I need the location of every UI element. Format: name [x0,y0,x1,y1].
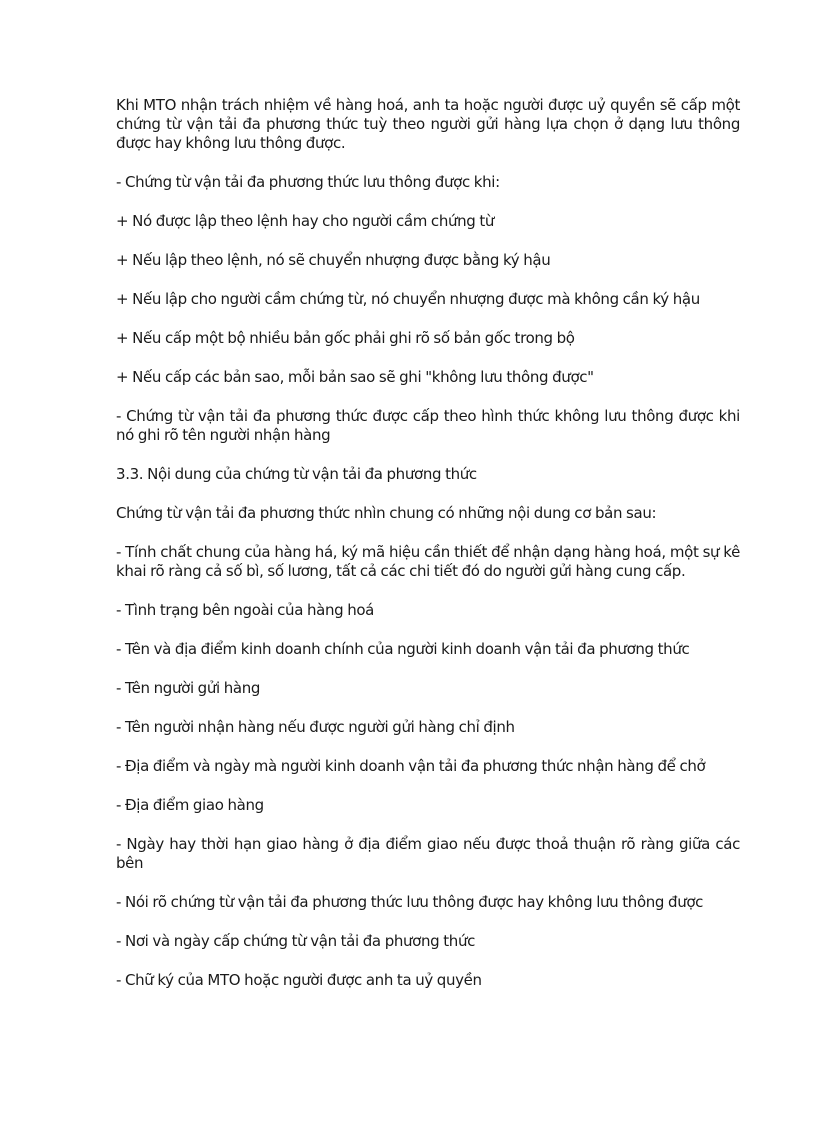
content-item-goods-condition: - Tình trạng bên ngoài của hàng hoá [116,601,375,619]
intro-paragraph: Khi MTO nhận trách nhiệm về hàng hoá, anh ta hoặc người được uỷ quyền sẽ cấp một chứng từ vận tải đa phương thức tuỳ theo người gửi hàng lựa chọn ở dạng lưu thông được hay không lưu thông được. [116,96,740,152]
content-intro-paragraph: Chứng từ vận tải đa phương thức nhìn chung có những nội dung cơ bản sau: [116,504,657,522]
content-item-issue-place-date: - Nơi và ngày cấp chứng từ vận tải đa phương thức [116,932,475,950]
content-item-shipper-name: - Tên người gửi hàng [116,679,261,697]
document-page [116,96,740,1010]
content-item-delivery-date: - Ngày hay thời hạn giao hàng ở địa điểm giao nếu được thoả thuận rõ ràng giữa các bên [116,835,740,872]
content-item-signature: - Chữ ký của MTO hoặc người được anh ta uỷ quyền [116,971,482,989]
condition-item-order-or-bearer: + Nó được lập theo lệnh hay cho người cầm chứng từ [116,212,495,230]
condition-item-endorsement: + Nếu lập theo lệnh, nó sẽ chuyển nhượng được bằng ký hậu [116,251,551,269]
non-negotiable-paragraph: - Chứng từ vận tải đa phương thức được cấp theo hình thức không lưu thông được khi nó ghi rõ tên người nhận hàng [116,407,740,444]
content-item-delivery-place: - Địa điểm giao hàng [116,796,264,814]
content-item-negotiability-statement: - Nói rõ chứng từ vận tải đa phương thức lưu thông được hay không lưu thông được [116,893,704,911]
condition-item-originals: + Nếu cấp một bộ nhiều bản gốc phải ghi rõ số bản gốc trong bộ [116,329,575,347]
content-item-taking-in-charge: - Địa điểm và ngày mà người kinh doanh vận tải đa phương thức nhận hàng để chở [116,757,706,775]
condition-item-bearer-transfer: + Nếu lập cho người cầm chứng từ, nó chuyển nhượng được mà không cần ký hậu [116,290,700,308]
content-item-consignee-name: - Tên người nhận hàng nếu được người gửi hàng chỉ định [116,718,515,736]
content-item-mto-name-address: - Tên và địa điểm kinh doanh chính của người kinh doanh vận tải đa phương thức [116,640,690,658]
condition-item-copies: + Nếu cấp các bản sao, mỗi bản sao sẽ ghi "không lưu thông được" [116,368,594,386]
content-item-goods-nature: - Tính chất chung của hàng há, ký mã hiệu cần thiết để nhận dạng hàng hoá, một sự kê khai rõ ràng cả số bì, số lương, tất cả các chi tiết đó do người gửi hàng cung cấp. [116,543,740,580]
negotiable-conditions-heading: - Chứng từ vận tải đa phương thức lưu thông được khi: [116,173,500,191]
section-heading: 3.3. Nội dung của chứng từ vận tải đa phương thức [116,465,477,483]
